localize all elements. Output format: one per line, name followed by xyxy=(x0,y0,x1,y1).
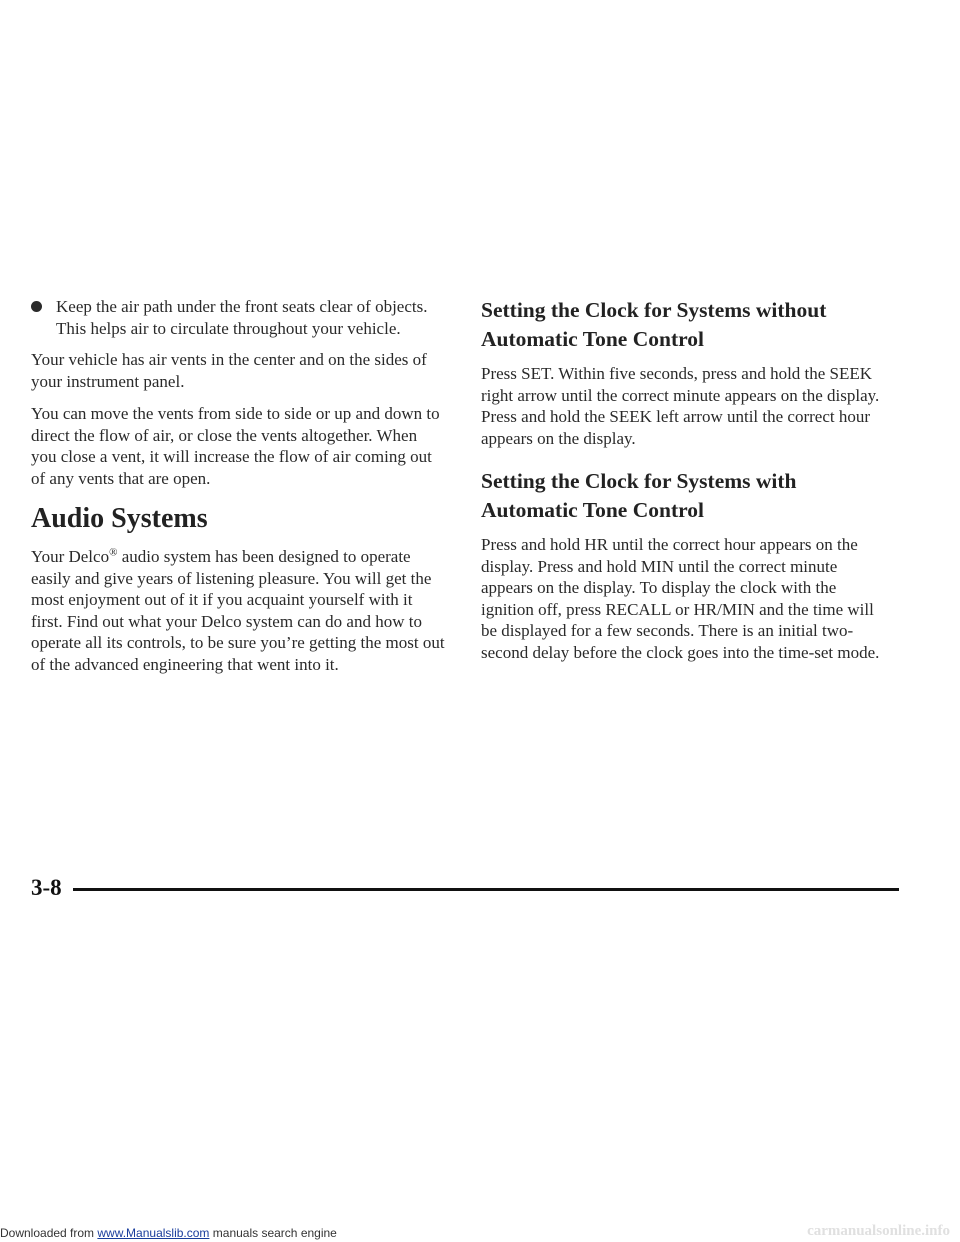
banner-prefix: Downloaded from xyxy=(0,1226,98,1240)
audio-para-start: Your Delco xyxy=(31,547,110,566)
right-column xyxy=(481,296,881,674)
clock-with-atc-heading: Setting the Clock for Systems with Automatic Tone Control xyxy=(481,469,797,522)
bullet-text: Keep the air path under the front seats clear of objects. This helps air to circulate throughout your vehicle. xyxy=(56,297,428,338)
banner-suffix: manuals search engine xyxy=(209,1226,337,1240)
clock-without-atc-heading: Setting the Clock for Systems without Automatic Tone Control xyxy=(481,298,827,351)
audio-para-end: audio system has been designed to operate easily and give years of listening pleasure. You will get the most enjoyment out of it if you acquaint yourself with it first. Find out what your Delco system can do and how to operate all its controls, to be sure you’re getting the most out of the advanced engineering that went into it. xyxy=(31,547,445,674)
page-footer xyxy=(31,873,899,903)
manualslib-link[interactable]: www.Manualslib.com xyxy=(97,1226,210,1240)
audio-systems-heading: Audio Systems xyxy=(31,503,208,534)
watermark: carmanualsonline.info xyxy=(807,1223,950,1239)
audio-systems-paragraph xyxy=(31,546,446,675)
registered-mark: ® xyxy=(109,546,118,559)
bullet-dot-icon xyxy=(31,301,42,312)
left-column xyxy=(31,296,446,686)
vents-location-paragraph: Your vehicle has air vents in the center and on the sides of your instrument panel. xyxy=(31,350,427,391)
clock-without-atc-paragraph: Press SET. Within five seconds, press and hold the SEEK right arrow until the correct minute appears on the display. Press and hold the SEEK left arrow until the correct hour appears on the display. xyxy=(481,364,880,448)
bullet-item xyxy=(31,296,446,339)
page-number: 3-8 xyxy=(31,875,62,900)
vents-adjust-paragraph: You can move the vents from side to side or up and down to direct the flow of air, or close the vents altogether. When you close a vent, it will increase the flow of air coming out of any vents that are open. xyxy=(31,404,440,488)
clock-with-atc-paragraph: Press and hold HR until the correct hour appears on the display. Press and hold MIN until the correct minute appears on the display. To display the clock with the ignition off, press RECALL or HR/MIN and the time will be displayed for a few seconds. There is an initial two-second delay before the clock goes into the time-set mode. xyxy=(481,535,880,662)
footer-rule xyxy=(73,888,899,891)
